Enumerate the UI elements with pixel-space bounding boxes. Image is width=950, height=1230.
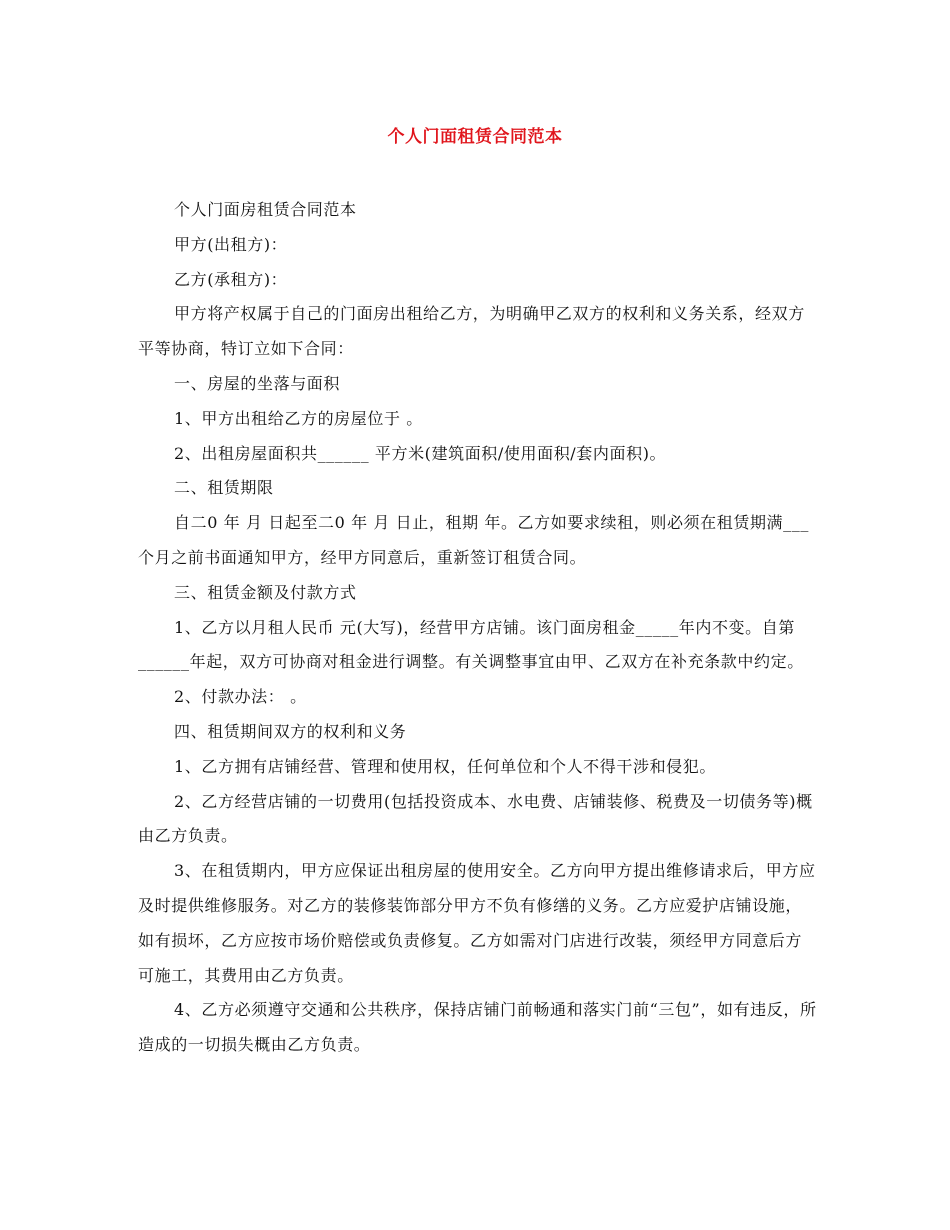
section-heading-location: 一、房屋的坐落与面积 (174, 373, 341, 393)
clause-2: 自二0 年 月 日起至二0 年 月 日止，租期 年。乙方如要求续租，则必须在租赁期满___个月之前书面通知甲方，经甲方同意后，重新签订租赁合同。 (138, 513, 809, 567)
clause-3-1: 1、乙方以月租人民币 元(大写)，经营甲方店铺。该门面房租金_____年内不变。自第______年起，双方可协商对租金进行调整。有关调整事宜由甲、乙双方在补充条款中约定。 (138, 617, 804, 672)
clause-4-2: 2、乙方经营店铺的一切费用(包括投资成本、水电费、店铺装修、税费及一切债务等)概由乙方负责。 (138, 791, 813, 846)
clause-1-1: 1、甲方出租给乙方的房屋位于 。 (174, 408, 423, 428)
document-body (138, 193, 818, 1063)
document-title: 个人门面租赁合同范本 (387, 127, 563, 147)
paragraph-subtitle: 个人门面房租赁合同范本 (174, 200, 357, 219)
paragraph-party-b: 乙方(承租方)： (174, 269, 288, 289)
clause-3-2: 2、付款办法： 。 (174, 687, 307, 707)
paragraph-party-a: 甲方(出租方)： (174, 234, 288, 254)
section-heading-rent: 三、租赁金额及付款方式 (174, 582, 357, 602)
clause-4-4: 4、乙方必须遵守交通和公共秩序，保持店铺门前畅通和落实门前“三包”，如有违反，所造成的一切损失概由乙方负责。 (138, 1000, 817, 1055)
paragraph-preamble: 甲方将产权属于自己的门面房出租给乙方，为明确甲乙双方的权利和义务关系，经双方平等协商，特订立如下合同： (138, 304, 805, 359)
clause-4-3: 3、在租赁期内，甲方应保证出租房屋的使用安全。乙方向甲方提出维修请求后，甲方应及时提供维修服务。对乙方的装修装饰部分甲方不负有修缮的义务。乙方应爱护店铺设施，如有损坏，乙方应按市场价赔偿或负责修复。乙方如需对门店进行改装，须经甲方同意后方可施工，其费用由乙方负责。 (138, 861, 816, 985)
clause-1-2: 2、出租房屋面积共______ 平方米(建筑面积/使用面积/套内面积)。 (174, 443, 667, 463)
clause-4-1: 1、乙方拥有店铺经营、管理和使用权，任何单位和个人不得干涉和侵犯。 (174, 756, 716, 776)
section-heading-term: 二、租赁期限 (174, 478, 274, 498)
section-heading-rights: 四、租赁期间双方的权利和义务 (174, 721, 407, 741)
